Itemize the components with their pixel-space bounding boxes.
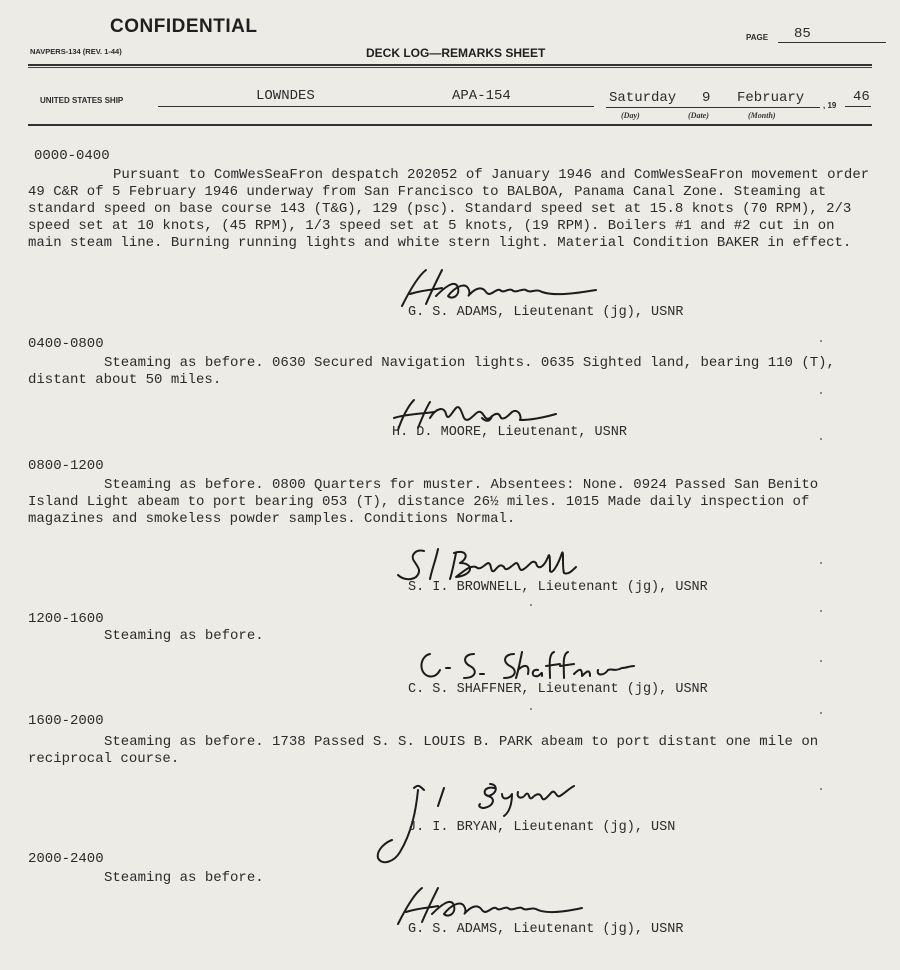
- header-rule-bottom: [28, 124, 872, 126]
- watch-time-0400-0800: 0400-0800: [28, 336, 104, 352]
- header-rule-top-inner: [28, 67, 872, 68]
- margin-speck: [820, 788, 822, 790]
- signature-shaffner: [414, 648, 636, 684]
- date-caption: (Date): [688, 111, 709, 120]
- watch-time-0800-1200: 0800-1200: [28, 458, 104, 474]
- ship-label: UNITED STATES SHIP: [40, 96, 124, 105]
- entry-line: 49 C&R of 5 February 1946 underway from San Francisco to BALBOA, Panama Canal Zone. Steaming at: [28, 184, 827, 200]
- officer-signature-line: J. I. BRYAN, Lieutenant (jg), USN: [408, 820, 676, 835]
- form-number: NAVPERS-134 (REV. 1-44): [30, 47, 122, 56]
- margin-speck: [530, 604, 532, 606]
- log-day: Saturday: [609, 90, 677, 106]
- officer-signature-line: G. S. ADAMS, Lieutenant (jg), USNR: [408, 305, 684, 320]
- entry-line: main steam line. Burning running lights and white stern light. Material Condition BAKER in effect.: [28, 235, 852, 251]
- entry-line: speed set at 10 knots, (45 RPM), 1/3 speed set at 5 knots, (19 RPM). Boilers #1 and #2 cut in on: [28, 218, 835, 234]
- day-caption: (Day): [621, 111, 640, 120]
- margin-speck: [820, 712, 822, 714]
- watch-time-1600-2000: 1600-2000: [28, 713, 104, 729]
- entry-line: magazines and smokeless powder samples. Conditions Normal.: [28, 511, 516, 527]
- margin-speck: [820, 610, 822, 612]
- watch-time-0000-0400: 0000-0400: [34, 148, 110, 164]
- date-underline: [606, 107, 820, 108]
- header-rule-top: [28, 64, 872, 66]
- entry-line: Pursuant to ComWesSeaFron despatch 202052 of January 1946 and ComWesSeaFron movement order: [113, 167, 870, 183]
- entry-line: Steaming as before.: [104, 628, 264, 644]
- year-underline: [845, 106, 871, 107]
- margin-speck: [530, 708, 532, 710]
- officer-signature-line: C. S. SHAFFNER, Lieutenant (jg), USNR: [408, 682, 708, 697]
- margin-speck: [820, 438, 822, 440]
- log-year: 46: [853, 89, 870, 105]
- entry-line: distant about 50 miles.: [28, 372, 222, 388]
- margin-speck: [820, 340, 822, 342]
- margin-speck: [820, 562, 822, 564]
- margin-speck: [820, 392, 822, 394]
- entry-line: standard speed on base course 143 (T&G), 129 (psc). Standard speed set at 15.8 knots (70 RPM), 2/3: [28, 201, 852, 217]
- entry-line: reciprocal course.: [28, 751, 180, 767]
- page-number: 85: [778, 27, 886, 43]
- entry-line: Island Light abeam to port bearing 053 (T), distance 26½ miles. 1015 Made daily inspection of: [28, 494, 810, 510]
- classification-heading: CONFIDENTIAL: [110, 16, 258, 37]
- log-date: 9: [702, 90, 711, 106]
- watch-time-1200-1600: 1200-1600: [28, 611, 104, 627]
- month-caption: (Month): [748, 111, 776, 120]
- entry-line: Steaming as before.: [104, 870, 264, 886]
- log-month: February: [737, 90, 805, 106]
- signature-brownell: [394, 545, 578, 585]
- officer-signature-line: G. S. ADAMS, Lieutenant (jg), USNR: [408, 922, 684, 937]
- margin-speck: [820, 660, 822, 662]
- watch-time-2000-2400: 2000-2400: [28, 851, 104, 867]
- year-prefix: , 19: [823, 101, 837, 110]
- officer-signature-line: H. D. MOORE, Lieutenant, USNR: [392, 425, 627, 440]
- entry-line: Steaming as before. 1738 Passed S. S. LOUIS B. PARK abeam to port distant one mile on: [104, 734, 819, 750]
- entry-line: Steaming as before. 0630 Secured Navigation lights. 0635 Sighted land, bearing 110 (T),: [104, 355, 835, 371]
- officer-signature-line: S. I. BROWNELL, Lieutenant (jg), USNR: [408, 580, 708, 595]
- ship-name-underline: [158, 106, 594, 107]
- sheet-title: DECK LOG—REMARKS SHEET: [366, 46, 546, 60]
- entry-line: Steaming as before. 0800 Quarters for muster. Absentees: None. 0924 Passed San Benito: [104, 477, 819, 493]
- ship-name: LOWNDES: [256, 88, 315, 104]
- page-label: PAGE: [746, 33, 769, 42]
- hull-number: APA-154: [452, 88, 511, 104]
